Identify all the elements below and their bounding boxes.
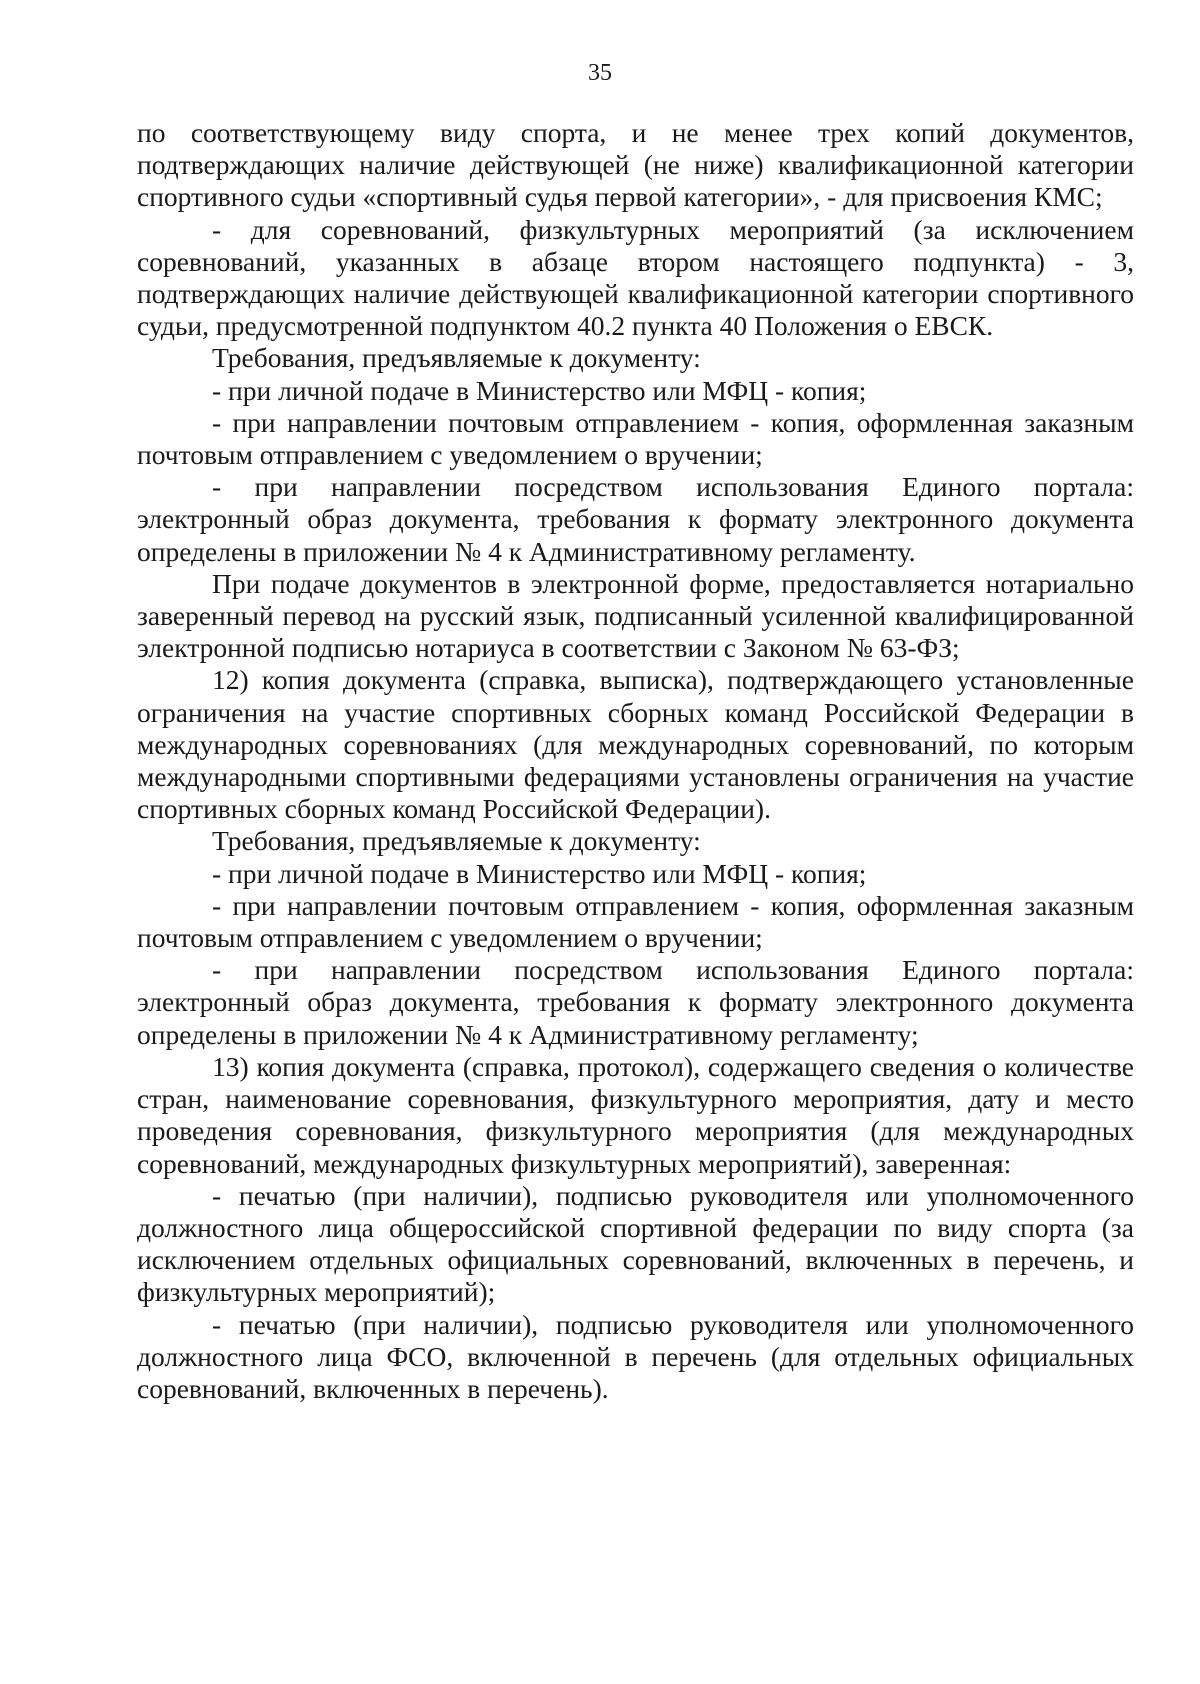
paragraph: - при личной подаче в Министерство или МФЦ - копия;: [212, 857, 867, 889]
paragraph: - при направлении посредством использования Единого портала: электронный образ документа, требования к формату электронного документа определены в приложении № 4 к Административному регламенту;: [137, 954, 1134, 1050]
paragraph: - печатью (при наличии), подписью руководителя или уполномоченного должностного лица общероссийской спортивной федерации по виду спорта (за исключением отдельных официальных соревнований, включенных в перечень, и физкультурных мероприятий);: [137, 1179, 1134, 1308]
paragraph: Требования, предъявляемые к документу:: [212, 342, 701, 374]
paragraph: - при направлении посредством использования Единого портала: электронный образ документа, требования к формату электронного документа определены в приложении № 4 к Административному регламенту.: [137, 471, 1134, 567]
paragraph: - при направлении почтовым отправлением - копия, оформленная заказным почтовым отправлением с уведомлением о вручении;: [137, 406, 1134, 471]
paragraph: 13) копия документа (справка, протокол), содержащего сведения о количестве стран, наименование соревнования, физкультурного мероприятия, дату и место проведения соревнования, физкультурного мероприятия (для международных соревнований, международных физкультурных мероприятий), заверенная:: [137, 1050, 1134, 1179]
paragraph: - печатью (при наличии), подписью руководителя или уполномоченного должностного лица ФСО, включенной в перечень (для отдельных официальных соревнований, включенных в перечень).: [137, 1308, 1134, 1404]
paragraph: Требования, предъявляемые к документу:: [212, 825, 701, 857]
document-body: [137, 117, 1134, 1405]
paragraph: При подаче документов в электронной форме, предоставляется нотариально заверенный перевод на русский язык, подписанный усиленной квалифицированной электронной подписью нотариуса в соответствии с Законом № 63-ФЗ;: [137, 567, 1134, 664]
paragraph: - при направлении почтовым отправлением - копия, оформленная заказным почтовым отправлением с уведомлением о вручении;: [137, 889, 1134, 954]
page-number: 35: [588, 60, 612, 86]
paragraph: - при личной подаче в Министерство или МФЦ - копия;: [212, 374, 867, 406]
paragraph: 12) копия документа (справка, выписка), подтверждающего установленные ограничения на участие спортивных сборных команд Российской Федерации в международных соревнованиях (для международных соревнований, по которым международными спортивными федерациями установлены ограничения на участие спортивных сборных команд Российской Федерации).: [137, 664, 1134, 825]
paragraph: - для соревнований, физкультурных мероприятий (за исключением соревнований, указанных в абзаце втором настоящего подпункта) - 3, подтверждающих наличие действующей квалификационной категории спортивного судьи, предусмотренной подпунктом 40.2 пункта 40 Положения о ЕВСК.: [137, 213, 1134, 342]
paragraph: по соответствующему виду спорта, и не менее трех копий документов, подтверждающих наличие действующей (не ниже) квалификационной категории спортивного судьи «спортивный судья первой категории», - для присвоения КМС;: [137, 117, 1134, 213]
